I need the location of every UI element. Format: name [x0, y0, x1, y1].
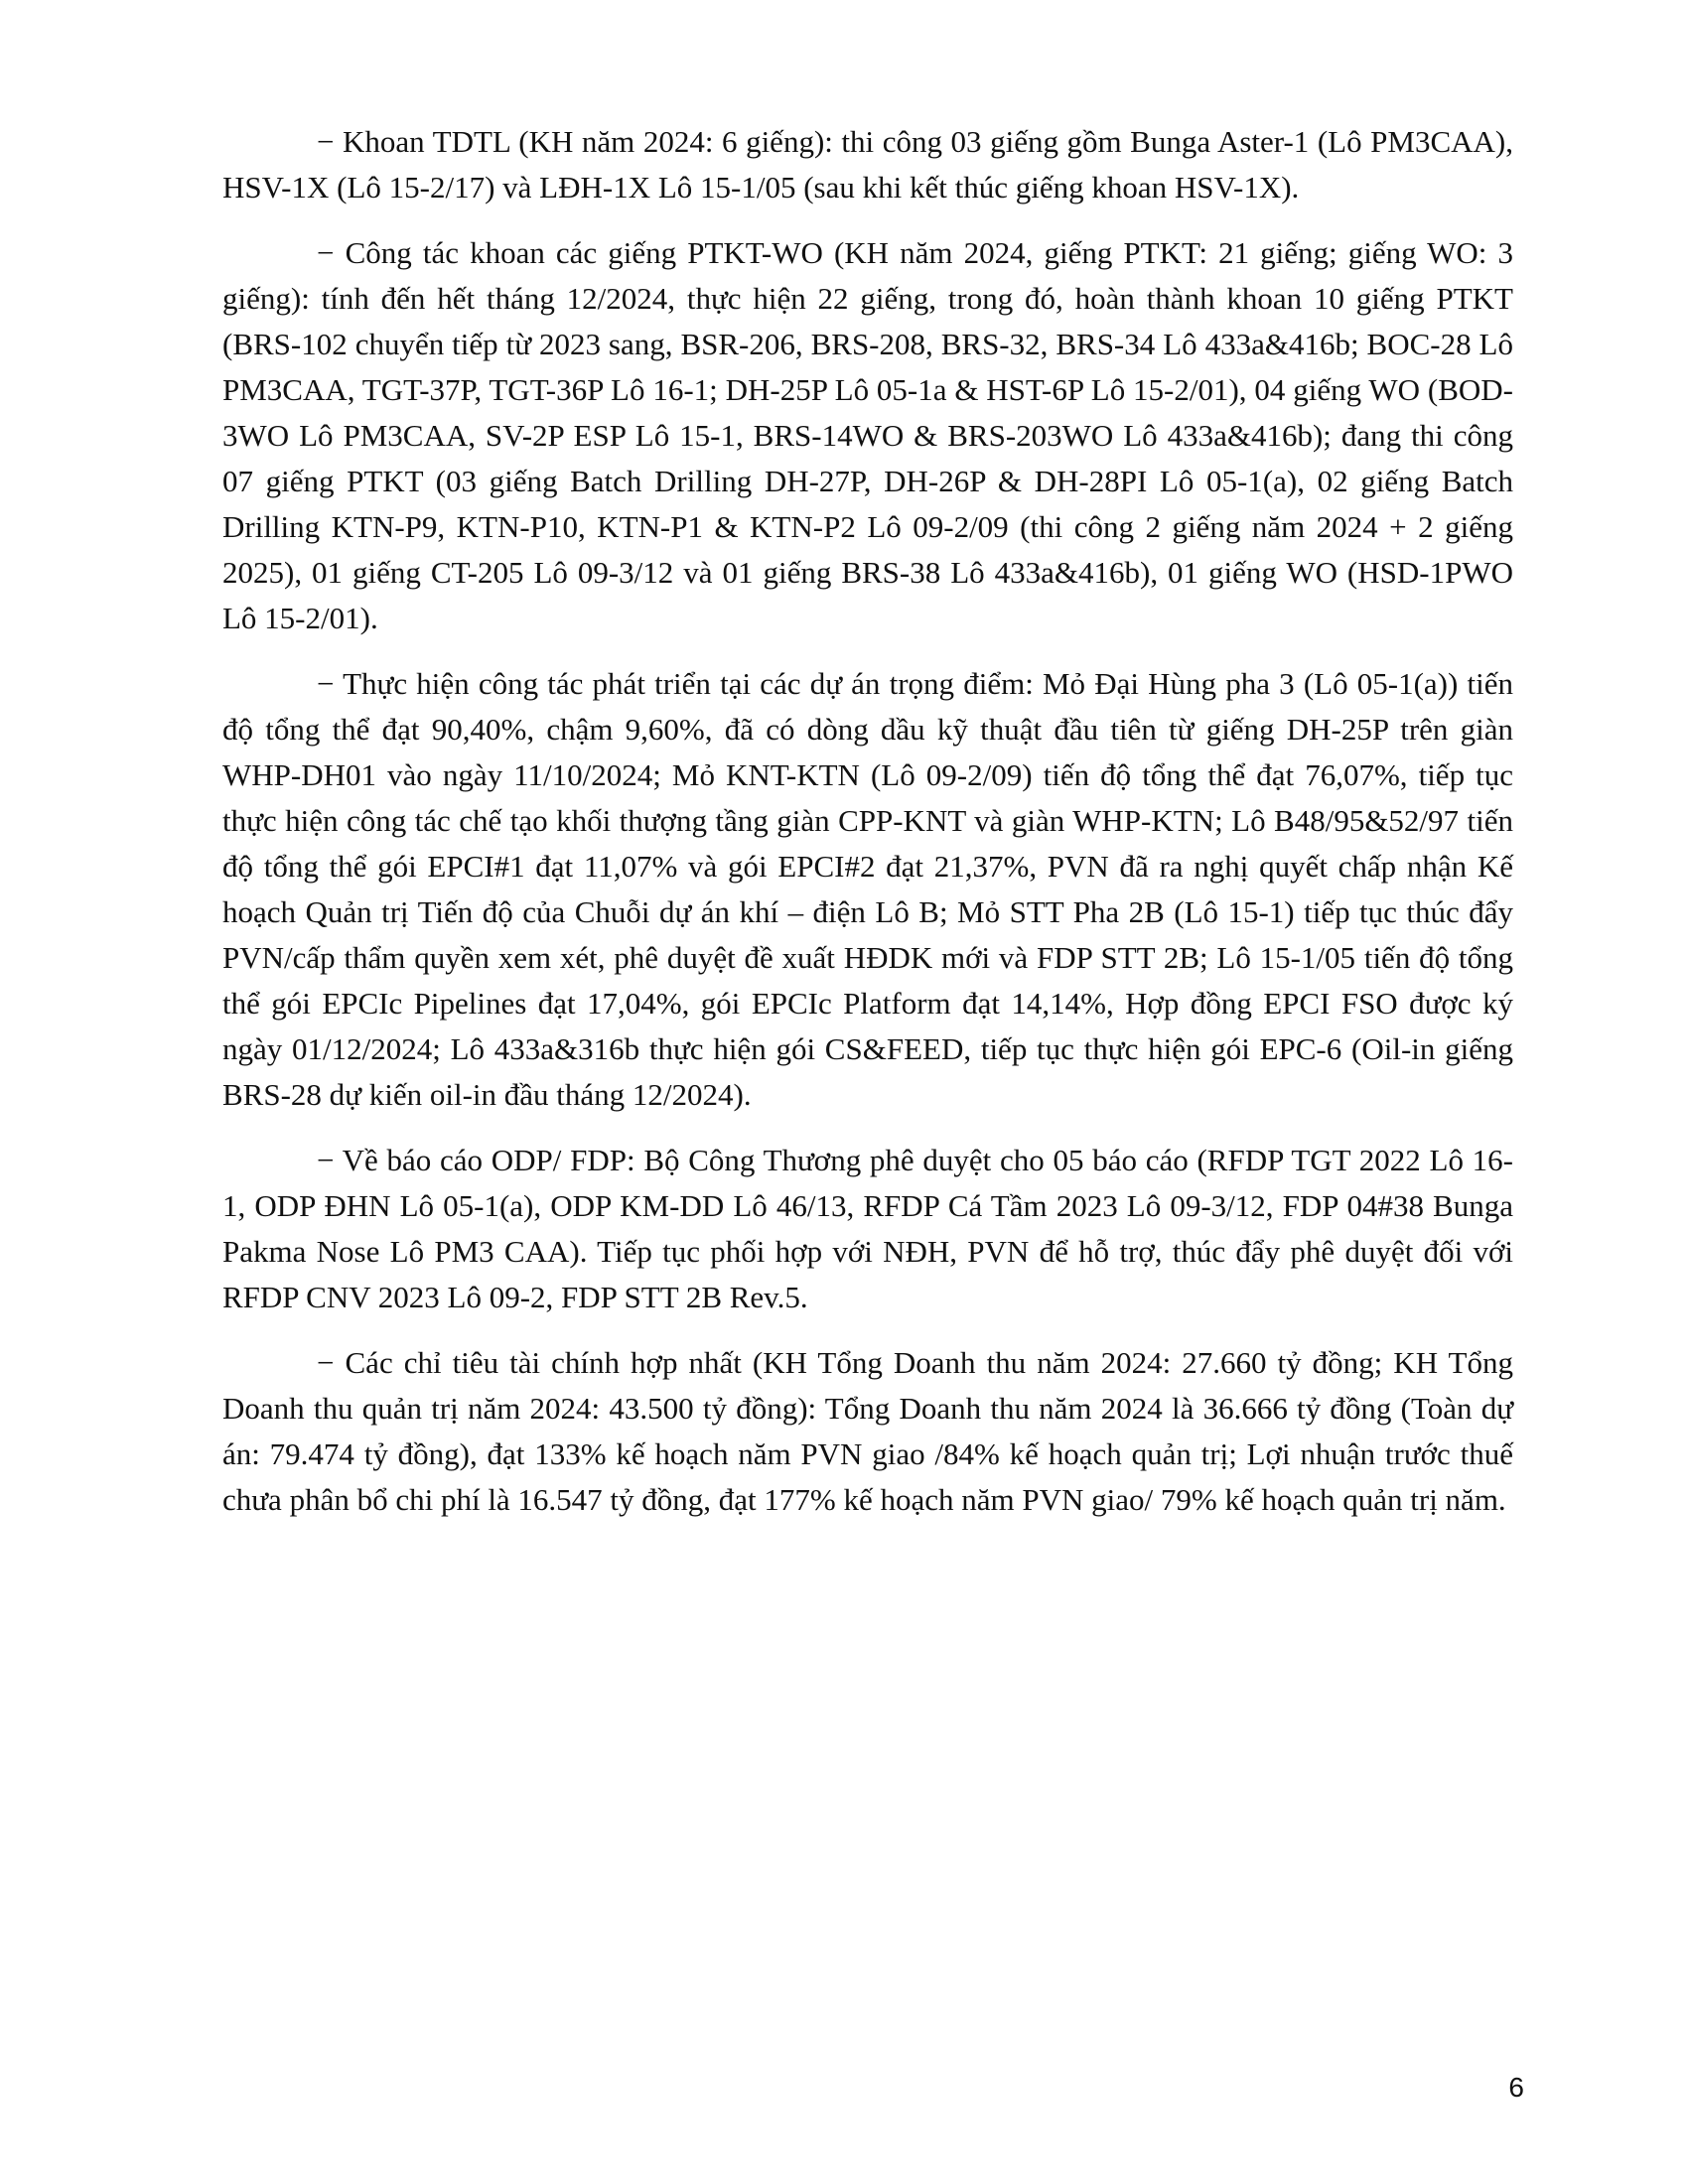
paragraph-key-projects: − Thực hiện công tác phát triển tại các dự án trọng điểm: Mỏ Đại Hùng pha 3 (Lô 05-1(a)) tiến độ tổng thể đạt 90,40%, chậm 9,60%, đã có dòng dầu kỹ thuật đầu tiên từ giếng DH-25P trên giàn WHP-DH01 vào ngày 11/10/2024; Mỏ KNT-KTN (Lô 09-2/09) tiến độ tổng thể đạt 76,07%, tiếp tục thực hiện công tác chế tạo khối thượng tầng giàn CPP-KNT và giàn WHP-KTN; Lô B48/95&52/97 tiến độ tổng thể gói EPCI#1 đạt 11,07% và gói EPCI#2 đạt 21,37%, PVN đã ra nghị quyết chấp nhận Kế hoạch Quản trị Tiến độ của Chuỗi dự án khí – điện Lô B; Mỏ STT Pha 2B (Lô 15-1) tiếp tục thúc đẩy PVN/cấp thẩm quyền xem xét, phê duyệt đề xuất HĐDK mới và FDP STT 2B; Lô 15-1/05 tiến độ tổng thể gói EPCIc Pipelines đạt 17,04%, gói EPCIc Platform đạt 14,14%, Hợp đồng EPCI FSO được ký ngày 01/12/2024; Lô 433a&316b thực hiện gói CS&FEED, tiếp tục thực hiện gói EPC-6 (Oil-in giếng BRS-28 dự kiến oil-in đầu tháng 12/2024).	[222, 666, 1513, 1112]
document-body	[222, 119, 1513, 1543]
paragraph-odp-fdp-reports: − Về báo cáo ODP/ FDP: Bộ Công Thương phê duyệt cho 05 báo cáo (RFDP TGT 2022 Lô 16-1, ODP ĐHN Lô 05-1(a), ODP KM-DD Lô 46/13, RFDP Cá Tầm 2023 Lô 09-3/12, FDP 04#38 Bunga Pakma Nose Lô PM3 CAA). Tiếp tục phối hợp với NĐH, PVN để hỗ trợ, thúc đẩy phê duyệt đối với RFDP CNV 2023 Lô 09-2, FDP STT 2B Rev.5.	[222, 1143, 1513, 1314]
page-number: 6	[1508, 2072, 1524, 2103]
paragraph-financial-indicators: − Các chỉ tiêu tài chính hợp nhất (KH Tổng Doanh thu năm 2024: 27.660 tỷ đồng; KH Tổng Doanh thu quản trị năm 2024: 43.500 tỷ đồng): Tổng Doanh thu năm 2024 là 36.666 tỷ đồng (Toàn dự án: 79.474 tỷ đồng), đạt 133% kế hoạch năm PVN giao /84% kế hoạch quản trị; Lợi nhuận trước thuế chưa phân bổ chi phí là 16.547 tỷ đồng, đạt 177% kế hoạch năm PVN giao/ 79% kế hoạch quản trị năm.	[222, 1345, 1513, 1517]
paragraph-development-drilling: − Công tác khoan các giếng PTKT-WO (KH năm 2024, giếng PTKT: 21 giếng; giếng WO: 3 giếng): tính đến hết tháng 12/2024, thực hiện 22 giếng, trong đó, hoàn thành khoan 10 giếng PTKT (BRS-102 chuyển tiếp từ 2023 sang, BSR-206, BRS-208, BRS-32, BRS-34 Lô 433a&416b; BOC-28 Lô PM3CAA, TGT-37P, TGT-36P Lô 16-1; DH-25P Lô 05-1a & HST-6P Lô 15-2/01), 04 giếng WO (BOD-3WO Lô PM3CAA, SV-2P ESP Lô 15-1, BRS-14WO & BRS-203WO Lô 433a&416b); đang thi công 07 giếng PTKT (03 giếng Batch Drilling DH-27P, DH-26P & DH-28PI Lô 05-1(a), 02 giếng Batch Drilling KTN-P9, KTN-P10, KTN-P1 & KTN-P2 Lô 09-2/09 (thi công 2 giếng năm 2024 + 2 giếng 2025), 01 giếng CT-205 Lô 09-3/12 và 01 giếng BRS-38 Lô 433a&416b), 01 giếng WO (HSD-1PWO Lô 15-2/01).	[222, 235, 1513, 635]
paragraph-exploration-drilling: − Khoan TDTL (KH năm 2024: 6 giếng): thi công 03 giếng gồm Bunga Aster-1 (Lô PM3CAA), HSV-1X (Lô 15-2/17) và LĐH-1X Lô 15-1/05 (sau khi kết thúc giếng khoan HSV-1X).	[222, 124, 1513, 205]
